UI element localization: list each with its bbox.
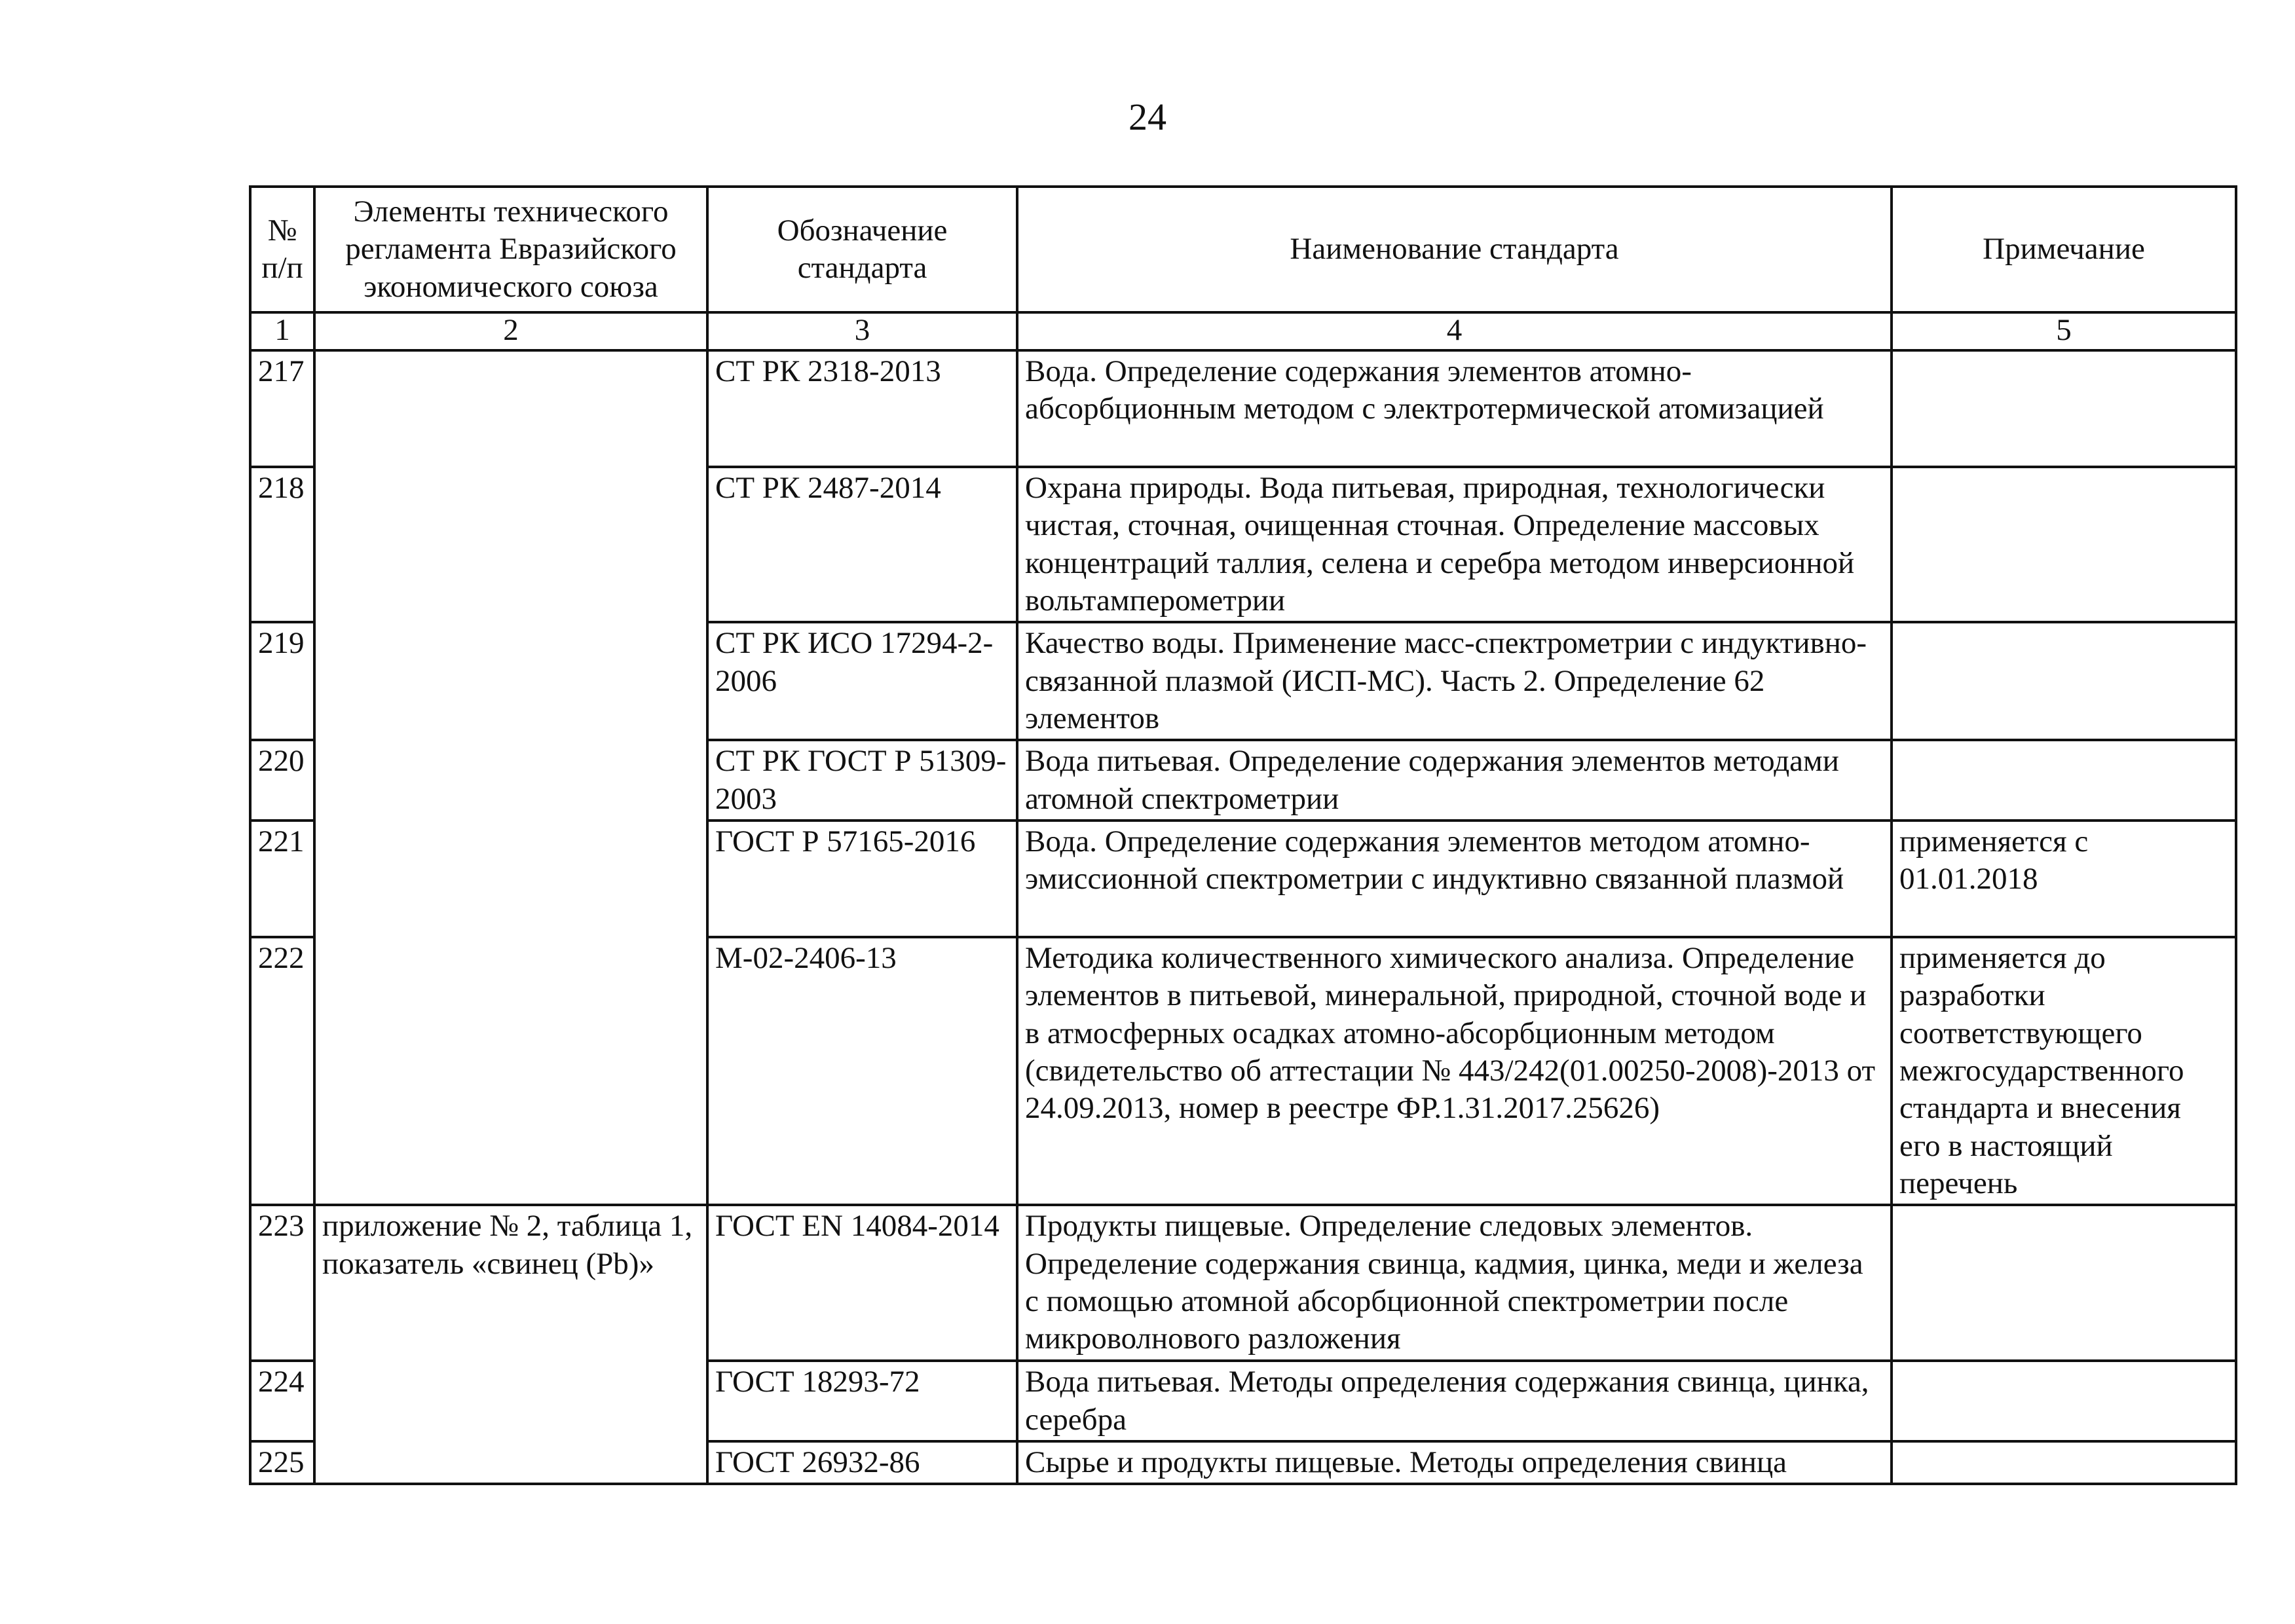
row-number: 218 xyxy=(250,467,314,622)
column-number: 1 xyxy=(250,312,314,350)
row-standard-name: Охрана природы. Вода питьевая, природная, технологически чистая, сточная, очищенная сточная. Определение массовых концентраций таллия, селена и серебра методом инверсионной вольтамперометрии xyxy=(1017,467,1892,622)
row-designation: СТ РК ИСО 17294-2-2006 xyxy=(707,622,1017,740)
row-designation: ГОСТ 26932-86 xyxy=(707,1441,1017,1484)
row-note xyxy=(1892,622,2236,740)
header-standard-name: Наименование стандарта xyxy=(1017,187,1892,312)
table-row xyxy=(250,1205,2236,1361)
row-number: 225 xyxy=(250,1441,314,1484)
row-standard-name: Методика количественного химического анализа. Определение элементов в питьевой, минеральной, природной, сточной воде и в атмосферных осадках атомно-абсорбционным методом (свидетельство об аттестации № 443/242(01.00250-2008)-2013 от 24.09.2013, номер в реестре ФР.1.31.2017.25626) xyxy=(1017,937,1892,1205)
row-designation: М-02-2406-13 xyxy=(707,937,1017,1205)
row-standard-name: Вода питьевая. Методы определения содержания свинца, цинка, серебра xyxy=(1017,1361,1892,1441)
row-designation: ГОСТ 18293-72 xyxy=(707,1361,1017,1441)
row-note: применяется до разработки соответствующего межгосударственного стандарта и внесения его в настоящий перечень xyxy=(1892,937,2236,1205)
row-number: 220 xyxy=(250,740,314,821)
header-number: № п/п xyxy=(250,187,314,312)
header-designation: Обозначение стандарта xyxy=(707,187,1017,312)
row-designation: СТ РК ГОСТ Р 51309-2003 xyxy=(707,740,1017,821)
table-header-row xyxy=(250,187,2236,312)
row-designation: СТ РК 2318-2013 xyxy=(707,350,1017,467)
row-number: 219 xyxy=(250,622,314,740)
row-designation: ГОСТ Р 57165-2016 xyxy=(707,821,1017,937)
row-standard-name: Качество воды. Применение масс-спектрометрии с индуктивно-связанной плазмой (ИСП-МС). Часть 2. Определение 62 элементов xyxy=(1017,622,1892,740)
column-number: 4 xyxy=(1017,312,1892,350)
column-number: 3 xyxy=(707,312,1017,350)
row-number: 222 xyxy=(250,937,314,1205)
table-row xyxy=(250,350,2236,467)
row-standard-name: Вода. Определение содержания элементов атомно-абсорбционным методом с электротермической атомизацией xyxy=(1017,350,1892,467)
row-number: 221 xyxy=(250,821,314,937)
row-element-lead-indicator: приложение № 2, таблица 1, показатель «свинец (Pb)» xyxy=(314,1205,707,1484)
row-standard-name: Продукты пищевые. Определение следовых элементов. Определение содержания свинца, кадмия, цинка, меди и железа с помощью атомной абсорбционной спектрометрии после микроволнового разложения xyxy=(1017,1205,1892,1361)
header-elements: Элементы технического регламента Евразийского экономического союза xyxy=(314,187,707,312)
row-note xyxy=(1892,350,2236,467)
page-number: 24 xyxy=(1129,96,1166,138)
row-note: применяется с 01.01.2018 xyxy=(1892,821,2236,937)
row-note xyxy=(1892,1441,2236,1484)
row-note xyxy=(1892,740,2236,821)
row-note xyxy=(1892,1361,2236,1441)
row-note xyxy=(1892,467,2236,622)
standards-table xyxy=(249,185,2237,1485)
row-standard-name: Сырье и продукты пищевые. Методы определения свинца xyxy=(1017,1441,1892,1484)
row-number: 223 xyxy=(250,1205,314,1361)
row-standard-name: Вода питьевая. Определение содержания элементов методами атомной спектрометрии xyxy=(1017,740,1892,821)
row-note xyxy=(1892,1205,2236,1361)
row-number: 224 xyxy=(250,1361,314,1441)
row-number: 217 xyxy=(250,350,314,467)
row-designation: СТ РК 2487-2014 xyxy=(707,467,1017,622)
row-element-empty xyxy=(314,350,707,1205)
row-designation: ГОСТ EN 14084-2014 xyxy=(707,1205,1017,1361)
header-note: Примечание xyxy=(1892,187,2236,312)
column-numbers-row xyxy=(250,312,2236,350)
column-number: 2 xyxy=(314,312,707,350)
column-number: 5 xyxy=(1892,312,2236,350)
row-standard-name: Вода. Определение содержания элементов методом атомно-эмиссионной спектрометрии с индуктивно связанной плазмой xyxy=(1017,821,1892,937)
